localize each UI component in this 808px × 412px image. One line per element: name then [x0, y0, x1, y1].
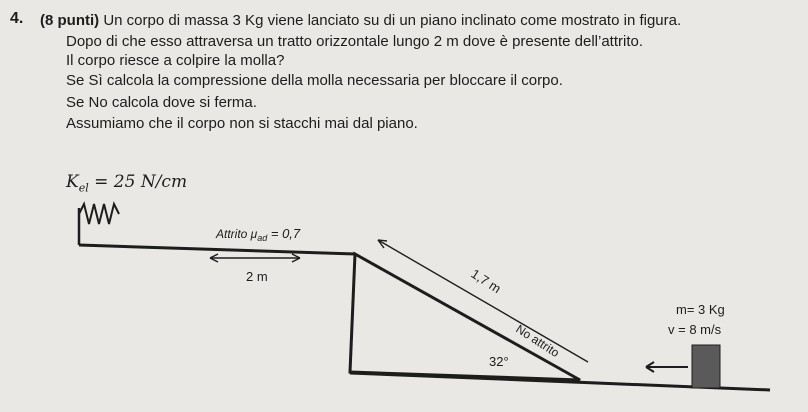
- problem-line-5: Se No calcola dove si ferma.: [66, 94, 257, 111]
- incline-triangle: [350, 254, 580, 380]
- problem-line-4: Se Sì calcola la compressione della molla necessaria per bloccare il corpo.: [66, 72, 563, 89]
- problem-line-3: Il corpo riesce a colpire la molla?: [66, 52, 285, 69]
- length-label: 2 m: [246, 269, 268, 284]
- no-friction-label: No attrito: [513, 321, 562, 361]
- friction-label-text: Attrito μ: [216, 227, 258, 241]
- formula-symbol: K: [66, 172, 79, 192]
- angle-label: 32°: [489, 354, 509, 369]
- horizontal-surface: [79, 245, 355, 254]
- incline-length-label: 1,7 m: [468, 265, 504, 297]
- problem-line-2: Dopo di che esso attraversa un tratto orizzontale lungo 2 m dove è presente dell’attrito.: [66, 33, 643, 50]
- problem-points: (8 punti): [40, 12, 100, 29]
- formula-subscript: el: [78, 181, 89, 195]
- block-mass: [692, 345, 720, 388]
- friction-label: [215, 226, 301, 243]
- friction-label-sub: ad: [257, 233, 268, 243]
- spring-icon: [79, 204, 119, 224]
- formula-rest: = 25 N/cm: [88, 172, 188, 192]
- velocity-label: v = 8 m/s: [668, 322, 722, 337]
- problem-number: 4.: [10, 10, 24, 27]
- problem-line-1-text: Un corpo di massa 3 Kg viene lanciato su di un piano inclinato come mostrato in figura.: [103, 12, 682, 29]
- problem-line-6: Assumiamo che il corpo non si stacchi mai dal piano.: [66, 115, 418, 132]
- friction-label-value: = 0,7: [267, 226, 301, 241]
- mass-label: m= 3 Kg: [676, 302, 725, 317]
